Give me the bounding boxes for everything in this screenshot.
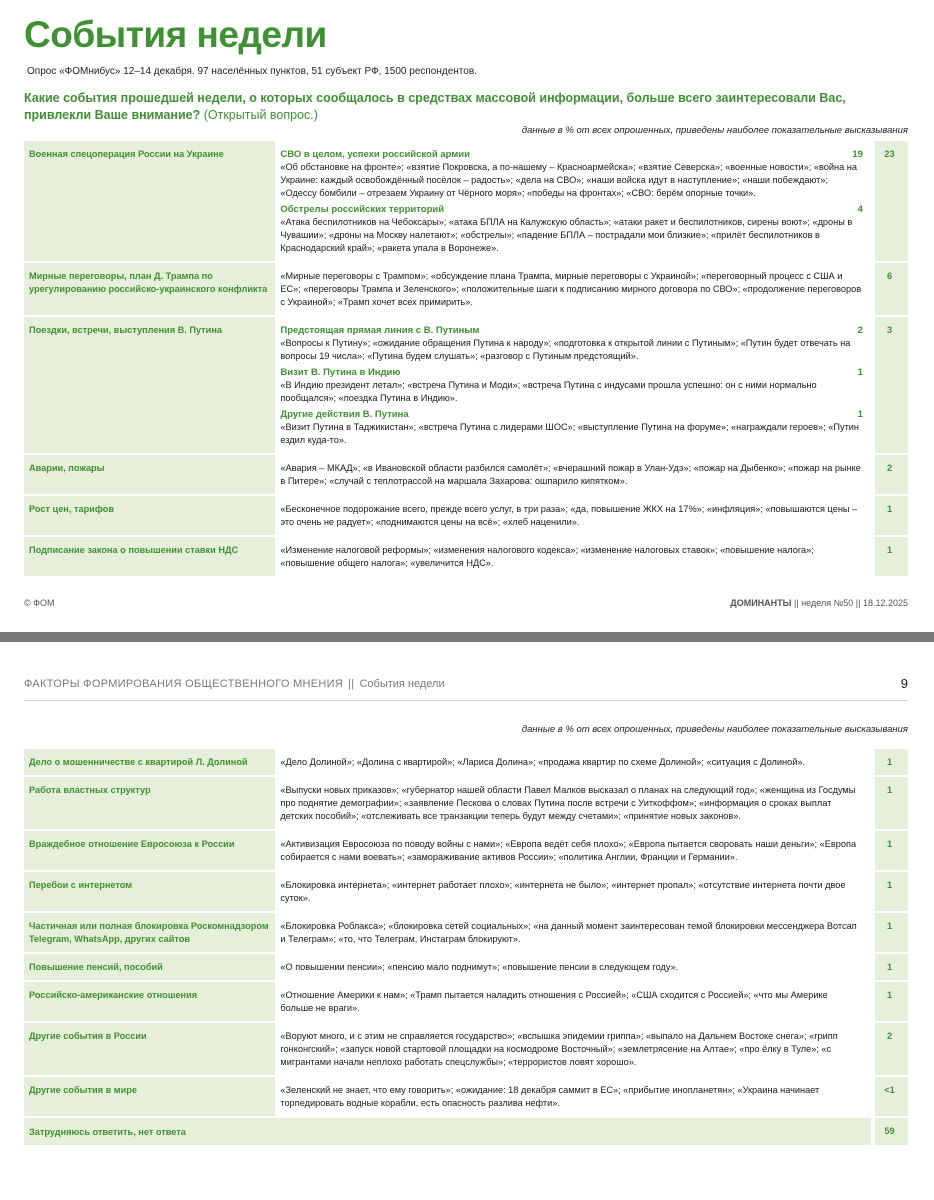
subcategory-header bbox=[280, 203, 863, 216]
table-row bbox=[24, 1023, 908, 1077]
row-total: <1 bbox=[875, 1077, 908, 1118]
row-description: «Отношение Америки к нам»; «Трамп пытается наладить отношения с Россией»; «США сходится с Россией»; «что мы Америке больше не враги». bbox=[275, 982, 871, 1023]
running-header bbox=[24, 678, 445, 690]
row-topic: Российско-американские отношения bbox=[24, 982, 275, 1023]
table-row bbox=[24, 831, 908, 872]
row-total: 1 bbox=[875, 537, 908, 578]
subcategory-title: Обстрелы российских территорий bbox=[280, 204, 445, 215]
row-topic: Дело о мошенничестве с квартирой Л. Долиной bbox=[24, 749, 275, 777]
row-description: «Бесконечное подорожание всего, прежде всего услуг, в три раза»; «да, повышение ЖКХ на 17%»; «инфляция»; «повышаются цены – это очень не радует»; «поднимаются цены на всё»; «хлеб наценили». bbox=[275, 496, 871, 537]
row-topic: Аварии, пожары bbox=[24, 455, 275, 496]
subcategory-header bbox=[280, 408, 863, 421]
footer-week: неделя №50 bbox=[801, 598, 854, 608]
page-divider bbox=[0, 632, 934, 642]
row-description: «Изменение налоговой реформы»; «изменения налогового кодекса»; «изменение налоговых ставок»; «повышение налога»; «повышение общего налога»; «увеличится НДС». bbox=[275, 537, 871, 578]
subcategory-quotes: «Визит Путина в Таджикистан»; «встреча Путина с лидерами ШОС»; «выступление Путина на форуме»; «награждали героев»; «Путин ездил куда-то». bbox=[280, 422, 859, 445]
row-total: 1 bbox=[875, 777, 908, 831]
no-answer-label: Затрудняюсь ответить, нет ответа bbox=[24, 1118, 871, 1147]
data-note-page2: данные в % от всех опрошенных, приведены наиболее показательные высказывания bbox=[521, 724, 908, 735]
row-description: «Блокировка интернета»; «интернет работает плохо»; «интернета не было»; «интернет пропал»; «отсутствие интернета почти двое суток». bbox=[275, 872, 871, 913]
data-note: данные в % от всех опрошенных, приведены наиболее показательные высказывания bbox=[521, 125, 908, 136]
table-row bbox=[24, 141, 908, 263]
row-total: 3 bbox=[875, 317, 908, 455]
row-total: 2 bbox=[875, 455, 908, 496]
table-row bbox=[24, 913, 908, 954]
table-row bbox=[24, 1077, 908, 1118]
row-description: «Активизация Евросоюза по поводу войны с нами»; «Европа ведёт себя плохо»; «Европа пытается своровать наши деньги»; «Европа собирается с нами воевать»; «замораживание активов России»; «политика Англии, Франции и Германии». bbox=[275, 831, 871, 872]
subcategory-title: Предстоящая прямая линия с В. Путиным bbox=[280, 325, 480, 336]
question-text: Какие события прошедшей недели, о которых сообщалось в средствах массовой информации, больше всего заинтересовали Вас, привлекли Ваше внимание? bbox=[24, 91, 846, 122]
table-row bbox=[24, 455, 908, 496]
survey-info: Опрос «ФОМнибус» 12–14 декабря. 97 населённых пунктов, 51 субъект РФ, 1500 респондентов. bbox=[27, 66, 477, 77]
footer-separator: || bbox=[794, 598, 799, 608]
footer-series: ДОМИНАНТЫ bbox=[730, 598, 792, 608]
row-description: «Дело Долиной»; «Долина с квартирой»; «Лариса Долина»; «продажа квартир по схеме Долиной»; «ситуация с Долиной». bbox=[275, 749, 871, 777]
row-topic: Подписание закона о повышении ставки НДС bbox=[24, 537, 275, 578]
footer-copyright: © ФОМ bbox=[24, 598, 55, 608]
subcategory-value: 2 bbox=[857, 325, 863, 336]
row-description: «Мирные переговоры с Трампом»; «обсуждение плана Трампа, мирные переговоры с Украиной»; «переговорный процесс с США и ЕС»; «переговоры Трампа и Зеленского»; «положительные шаги к подписанию мирного договора по СВО»; «продолжение переговоров с Украиной»; «Трамп хочет всех примирить». bbox=[275, 263, 871, 317]
row-total: 1 bbox=[875, 982, 908, 1023]
subcategory-value: 19 bbox=[852, 149, 863, 160]
row-total: 1 bbox=[875, 954, 908, 982]
subcategory-quotes: «Об обстановке на фронте»; «взятие Покровска, а по-нашему – Красноармейска»; «взятие Северска»; «военные новости»; «война на Украине: каждый освобождённый посёлок – радость»; «дела на СВО»; «наши войска идут в наступление»; «наши побеждают»; «Одессу бомбили – отрезаем Украину от Чёрного моря»; «победы на фронтах»; «СВО: берём опорные точки». bbox=[280, 162, 857, 198]
row-total: 23 bbox=[875, 141, 908, 263]
final-row bbox=[24, 1118, 908, 1147]
table-row bbox=[24, 982, 908, 1023]
row-topic: Мирные переговоры, план Д. Трампа по урегулированию российско-украинского конфликта bbox=[24, 263, 275, 317]
table-row bbox=[24, 496, 908, 537]
events-table-page2 bbox=[24, 749, 908, 1147]
row-topic: Рост цен, тарифов bbox=[24, 496, 275, 537]
row-topic: Работа властных структур bbox=[24, 777, 275, 831]
row-topic: Военная спецоперация России на Украине bbox=[24, 141, 275, 263]
row-description: «Выпуски новых приказов»; «губернатор нашей области Павел Малков высказал о планах на следующий год»; «женщина из Госдумы про поднятие демографии»; «заявление Пескова о словах Путина после встречи с Уиткоффом»; «информация о сроках выплат детских пособий»; «отслеживать все транзакции теперь будут между счетами»; «принятие новых законов». bbox=[275, 777, 871, 831]
subcategory-header bbox=[280, 148, 863, 161]
row-total: 2 bbox=[875, 1023, 908, 1077]
subcategory-quotes: «Атака беспилотников на Чебоксары»; «атака БПЛА на Калужскую область»; «атаки ракет и беспилотников, сирены воют»; «дроны в Чувашии»; «дроны на Москву налетают»; «обстрелы»; «падение БПЛА – пострадали мои близкие»; «прилёт беспилотников в Краснодарский край»; «ракета упала в Воронеже». bbox=[280, 217, 853, 253]
table-row bbox=[24, 954, 908, 982]
row-total: 1 bbox=[875, 749, 908, 777]
row-total: 6 bbox=[875, 263, 908, 317]
page-number: 9 bbox=[900, 676, 908, 691]
row-topic: Повышение пенсий, пособий bbox=[24, 954, 275, 982]
subcategory-header bbox=[280, 324, 863, 337]
table-row bbox=[24, 872, 908, 913]
subcategory-quotes: «В Индию президент летал»; «встреча Путина и Моди»; «встреча Путина с индусами прошла успешно: он с ними нормально пообщался»; «поездка Путина в Индию». bbox=[280, 380, 817, 403]
page-title: События недели bbox=[24, 14, 327, 55]
table-row bbox=[24, 749, 908, 777]
subcategory-value: 1 bbox=[857, 367, 863, 378]
header-separator: || bbox=[348, 678, 355, 690]
table-row bbox=[24, 263, 908, 317]
subcategory-title: Визит В. Путина в Индию bbox=[280, 367, 401, 378]
row-description: «Воруют много, и с этим не справляется государство»; «вспышка эпидемии гриппа»; «выпало на Дальнем Востоке снега»; «грипп гонконгский»; «запуск новой стартовой площадки на космодроме Восточный»; «землетрясение на Алтае»; «про ёлку в Туле»; «с мигрантами начали неплохо работать спецслужбы»; «террористов ловят хорошо». bbox=[275, 1023, 871, 1077]
no-answer-total: 59 bbox=[875, 1118, 908, 1147]
row-topic: Частичная или полная блокировка Роскомнадзором Telegram, WhatsApp, других сайтов bbox=[24, 913, 275, 954]
subcategory-title: СВО в целом, успехи российской армии bbox=[280, 149, 470, 160]
row-topic: Другие события в мире bbox=[24, 1077, 275, 1118]
row-description: «Зеленский не знает, что ему говорить»; «ожидание: 18 декабря саммит в ЕС»; «прибытие инопланетян»; «Украина начинает торпедировать водные корабли, есть опасность разлива нефти». bbox=[275, 1077, 871, 1118]
header-subsection: События недели bbox=[359, 678, 445, 690]
header-rule bbox=[24, 700, 908, 701]
subcategory-header bbox=[280, 366, 863, 379]
events-table-page1 bbox=[24, 141, 908, 578]
subcategory-quotes: «Вопросы к Путину»; «ожидание обращения Путина к народу»; «подготовка к открытой линии с Путиным»; «Путин будет отвечать на вопросы 19 числа»; «Путина будем слушать»; «разговор с Путиным предстоящий». bbox=[280, 338, 851, 361]
subcategory-value: 4 bbox=[857, 204, 863, 215]
row-total: 1 bbox=[875, 831, 908, 872]
row-topic: Поездки, встречи, выступления В. Путина bbox=[24, 317, 275, 455]
subcategory-value: 1 bbox=[857, 409, 863, 420]
row-topic: Другие события в России bbox=[24, 1023, 275, 1077]
survey-question bbox=[24, 90, 914, 124]
question-note: (Открытый вопрос.) bbox=[203, 108, 318, 122]
footer-info bbox=[730, 598, 908, 608]
header-section: ФАКТОРЫ ФОРМИРОВАНИЯ ОБЩЕСТВЕННОГО МНЕНИЯ bbox=[24, 678, 344, 690]
row-description bbox=[275, 317, 871, 455]
footer-date: 18.12.2025 bbox=[862, 598, 908, 608]
table-row bbox=[24, 537, 908, 578]
row-topic: Перебои с интернетом bbox=[24, 872, 275, 913]
table-row bbox=[24, 317, 908, 455]
row-total: 1 bbox=[875, 872, 908, 913]
subcategory-title: Другие действия В. Путина bbox=[280, 409, 409, 420]
row-total: 1 bbox=[875, 913, 908, 954]
row-description bbox=[275, 141, 871, 263]
row-description: «Блокировка Роблакса»; «блокировка сетей социальных»; «на данный момент заинтересован темой блокировки мессенджера Вотсап и Телеграм»; «то, что Телеграм, Инстаграм блокируют». bbox=[275, 913, 871, 954]
footer-separator: || bbox=[855, 598, 861, 608]
row-description: «О повышении пенсии»; «пенсию мало поднимут»; «повышение пенсии в следующем году». bbox=[275, 954, 871, 982]
row-total: 1 bbox=[875, 496, 908, 537]
table-row bbox=[24, 777, 908, 831]
row-topic: Враждебное отношение Евросоюза к России bbox=[24, 831, 275, 872]
row-description: «Авария – МКАД»; «в Ивановской области разбился самолёт»; «вчерашний пожар в Улан-Удэ»; «пожар на Дыбенко»; «пожар на рынке в Питере»; «случай с теплотрассой на маршала Захарова: ошпарило кипятком». bbox=[275, 455, 871, 496]
